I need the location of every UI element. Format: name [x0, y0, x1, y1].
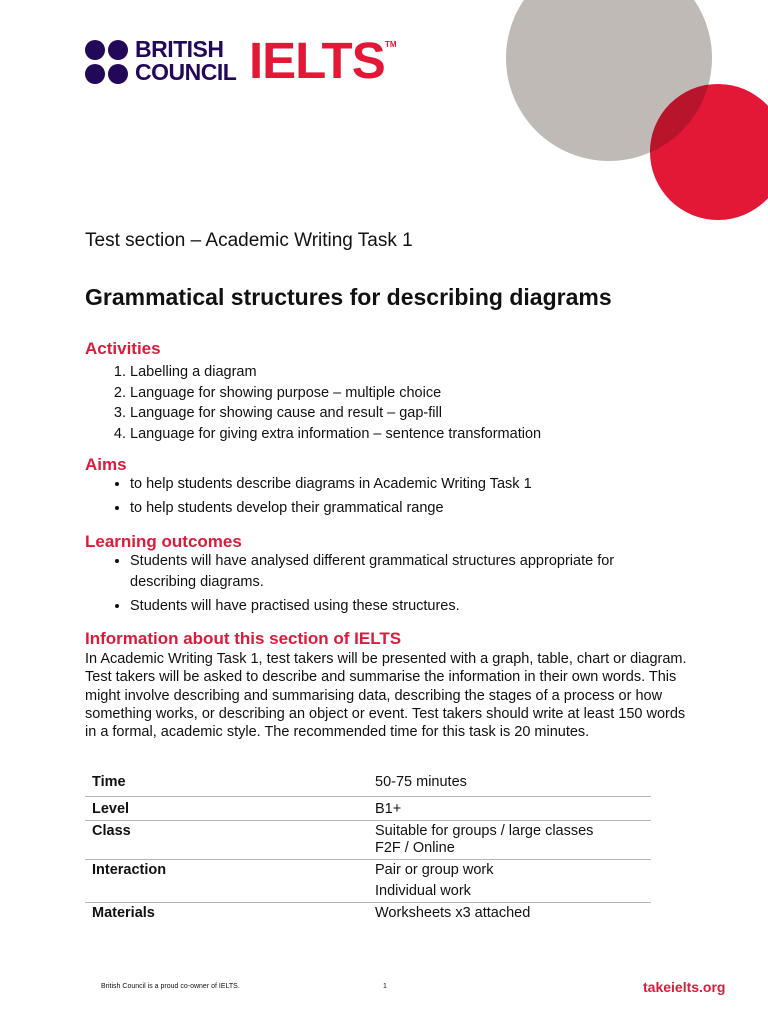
materials-value: Worksheets x3 attached — [375, 905, 531, 921]
level-value: B1+ — [368, 797, 651, 821]
list-item: • to help students develop their grammatical range — [130, 498, 650, 519]
activities-heading: Activities — [85, 339, 161, 358]
list-item: • Students will have practised using these structures. — [130, 596, 650, 617]
list-item: 3. Language for showing cause and result – gap-fill — [130, 403, 541, 424]
interaction-value-line: Pair or group work — [375, 862, 494, 878]
ielts-info-paragraph: In Academic Writing Task 1, test takers will be presented with a graph, table, chart or diagram. Test takers will be asked to describe and summarise the information in their own words. This might involve describing and summarising data, describing the stages of a process or how something works, or describing an object or event. Test takers should write at least 150 words in a formal, academic style. The recommended time for this task is 20 minutes. — [85, 651, 687, 741]
trademark-symbol: TM — [385, 40, 397, 49]
learning-outcomes-heading: Learning outcomes — [85, 532, 242, 551]
page-title: Grammatical structures for describing diagrams — [85, 284, 612, 310]
aims-list — [85, 474, 650, 522]
interaction-value — [368, 860, 651, 903]
table-row — [85, 860, 651, 903]
test-section-line: Test section – Academic Writing Task 1 — [85, 230, 413, 251]
learning-outcomes-list — [85, 551, 650, 620]
decorative-circle-overlap — [650, 84, 768, 220]
ielts-wordmark: IELTS — [249, 32, 385, 89]
lesson-details-table — [85, 771, 651, 924]
table-row — [85, 771, 651, 797]
class-value-line: Suitable for groups / large classes — [375, 823, 594, 839]
list-item: 1. Labelling a diagram — [130, 362, 541, 383]
class-value-line: F2F / Online — [375, 840, 455, 856]
time-label: Time — [85, 771, 368, 797]
british-council-dots-icon — [85, 40, 129, 86]
materials-label: Materials — [92, 905, 155, 921]
footer-website-link[interactable]: takeielts.org — [643, 979, 726, 995]
aims-heading: Aims — [85, 455, 127, 474]
time-value: 50-75 minutes — [368, 771, 651, 797]
table-row — [85, 797, 651, 821]
list-item: 2. Language for showing purpose – multiple choice — [130, 383, 541, 404]
interaction-value-line: Individual work — [375, 883, 471, 899]
page-number: 1 — [383, 983, 387, 990]
class-label: Class — [85, 821, 368, 860]
interaction-label: Interaction — [85, 860, 368, 903]
list-item: • Students will have analysed different grammatical structures appropriate for describing diagrams. — [130, 551, 650, 593]
table-row — [85, 821, 651, 860]
list-item: 4. Language for giving extra information – sentence transformation — [130, 424, 541, 445]
table-row — [85, 903, 651, 925]
footer-ownership-note: British Council is a proud co-owner of IELTS. — [101, 983, 240, 990]
ielts-info-heading: Information about this section of IELTS — [85, 629, 402, 648]
british-council-wordmark: BRITISH COUNCIL — [135, 36, 237, 85]
class-value — [368, 821, 651, 860]
list-item: • to help students describe diagrams in Academic Writing Task 1 — [130, 474, 650, 495]
level-label: Level — [85, 797, 368, 821]
activities-list — [85, 362, 541, 445]
